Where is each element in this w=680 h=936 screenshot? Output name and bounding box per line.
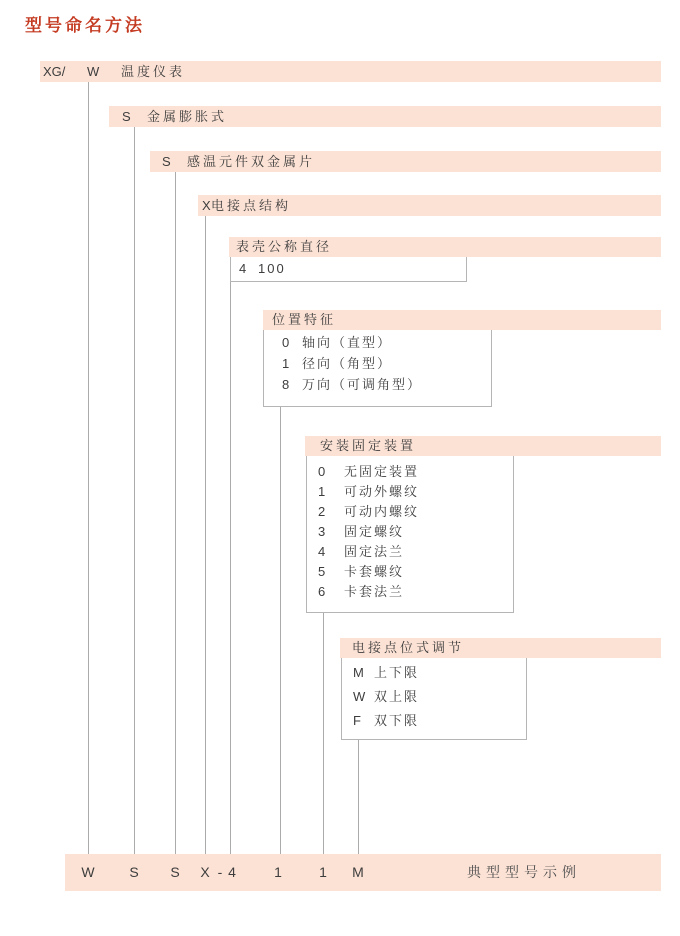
option-code: W — [353, 689, 366, 704]
row-band-mounting-device — [305, 436, 661, 456]
case-diameter-label: 表壳公称直径 — [236, 239, 333, 254]
series-label: 温度仪表 — [121, 64, 186, 79]
option-label: 上下限 — [374, 665, 420, 680]
example-code: 4 — [228, 864, 236, 880]
option-label: 可动外螺纹 — [344, 484, 420, 499]
connector-line — [358, 740, 359, 854]
example-code: S — [129, 864, 139, 880]
option-code: 8 — [282, 377, 290, 392]
connector-line — [175, 172, 176, 854]
option-item — [307, 462, 513, 482]
option-item — [264, 374, 491, 395]
option-item — [307, 582, 513, 602]
example-code: - — [217, 864, 223, 880]
expansion-code: S — [122, 109, 131, 124]
option-code: 0 — [318, 464, 326, 479]
option-code: 5 — [318, 564, 326, 579]
option-code: 6 — [318, 584, 326, 599]
option-label: 卡套螺纹 — [344, 564, 405, 579]
contact-adjustment-label: 电接点位式调节 — [352, 640, 465, 655]
option-item — [307, 522, 513, 542]
option-label: 双上限 — [374, 689, 420, 704]
option-item — [307, 562, 513, 582]
contact-adjustment-options-box — [341, 658, 527, 740]
option-item — [264, 353, 491, 374]
option-label: 无固定装置 — [344, 464, 420, 479]
option-label: 卡套法兰 — [344, 584, 405, 599]
sensor-label: 感温元件双金属片 — [187, 154, 316, 169]
option-item — [307, 542, 513, 562]
connector-line — [230, 282, 231, 854]
case-diameter-options-box — [230, 257, 467, 282]
series-prefix: XG/ — [43, 64, 66, 79]
option-item — [342, 709, 526, 733]
option-item — [307, 502, 513, 522]
option-code: 1 — [318, 484, 326, 499]
example-code: 1 — [274, 864, 282, 880]
option-code: M — [353, 665, 364, 680]
contact-code: X — [202, 198, 211, 213]
option-label: 轴向（直型） — [302, 335, 393, 350]
example-band — [65, 854, 661, 891]
option-code: 2 — [318, 504, 326, 519]
option-code: 4 — [318, 544, 326, 559]
option-code: 3 — [318, 524, 326, 539]
row-band-sensor-element — [150, 151, 661, 172]
example-code: S — [170, 864, 180, 880]
option-label: 100 — [258, 261, 286, 276]
connector-line — [280, 407, 281, 854]
contact-label: 电接点结构 — [211, 198, 292, 213]
position-feature-options-box — [263, 330, 492, 407]
connector-line — [134, 127, 135, 854]
row-band-case-diameter — [229, 237, 661, 257]
option-code: 0 — [282, 335, 290, 350]
connector-line — [88, 82, 89, 854]
connector-line — [205, 216, 206, 854]
series-code: W — [87, 64, 100, 79]
example-caption: 典型型号示例 — [467, 864, 581, 880]
option-label: 双下限 — [374, 713, 420, 728]
option-label: 固定法兰 — [344, 544, 405, 559]
page-title: 型号命名方法 — [25, 16, 145, 35]
option-label: 固定螺纹 — [344, 524, 405, 539]
option-label: 万向（可调角型） — [302, 377, 423, 392]
option-label: 可动内螺纹 — [344, 504, 420, 519]
sensor-code: S — [162, 154, 171, 169]
option-item — [264, 332, 491, 353]
option-code: 1 — [282, 356, 290, 371]
mounting-device-label: 安装固定装置 — [320, 438, 417, 453]
option-code: 4 — [239, 261, 247, 276]
example-code: M — [352, 864, 364, 880]
option-item — [342, 661, 526, 685]
mounting-device-options-box — [306, 456, 514, 613]
connector-line — [323, 613, 324, 854]
position-feature-label: 位置特征 — [272, 312, 337, 327]
option-label: 径向（角型） — [302, 356, 393, 371]
expansion-label: 金属膨胀式 — [147, 109, 228, 124]
row-band-position-feature — [263, 310, 661, 330]
option-item — [342, 685, 526, 709]
option-item — [307, 482, 513, 502]
row-band-contact-adjustment — [340, 638, 661, 658]
example-code: X — [200, 864, 210, 880]
example-code: 1 — [319, 864, 327, 880]
row-band-expansion-type — [109, 106, 661, 127]
option-item — [231, 257, 466, 281]
option-code: F — [353, 713, 361, 728]
row-band-contact-structure — [198, 195, 661, 216]
example-code: W — [81, 864, 95, 880]
row-band-series — [40, 61, 661, 82]
